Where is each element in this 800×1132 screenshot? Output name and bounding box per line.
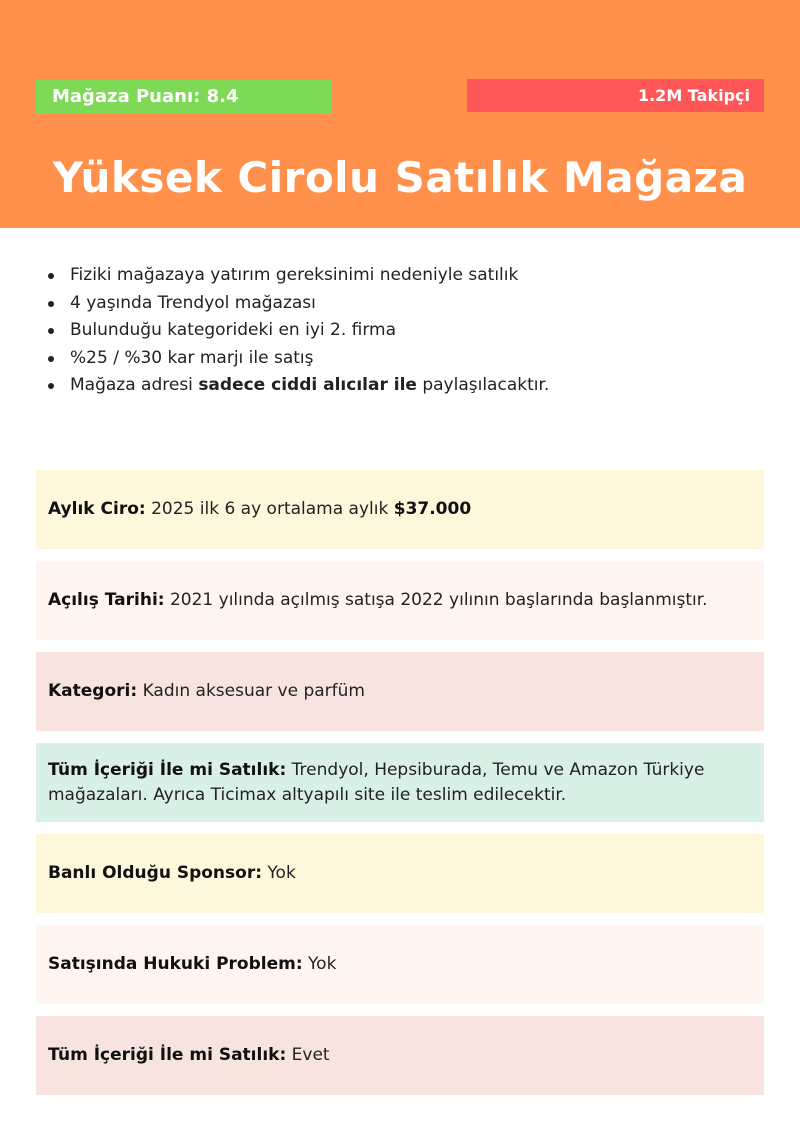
header-banner xyxy=(0,0,800,228)
info-card-category xyxy=(36,652,764,731)
card-value: 2021 yılında açılmış satışa 2022 yılının başlarında başlanmıştır. xyxy=(164,590,708,610)
list-item-text: Mağaza adresi xyxy=(70,375,199,395)
list-item-text-tail: paylaşılacaktır. xyxy=(416,375,550,395)
list-item xyxy=(40,372,760,400)
card-label: Açılış Tarihi: xyxy=(48,590,165,610)
info-card-monthly-revenue xyxy=(36,470,764,549)
card-value: Yok xyxy=(302,954,337,974)
bullet-icon xyxy=(48,273,54,279)
info-card-legal-problem xyxy=(36,925,764,1004)
card-label: Banlı Olduğu Sponsor: xyxy=(48,863,263,883)
info-card-banned-sponsor xyxy=(36,834,764,913)
card-value-bold: $37.000 xyxy=(393,499,472,519)
card-value: Trendyol, Hepsiburada, Temu ve Amazon Türkiye mağazaları. Ayrıca Ticimax altyapılı site ile teslim edilecektir. xyxy=(48,759,705,805)
card-label: Tüm İçeriği İle mi Satılık: xyxy=(48,1045,287,1065)
list-item-bold-text: sadece ciddi alıcılar ile xyxy=(198,375,417,395)
bullet-icon xyxy=(48,301,54,307)
card-label: Tüm İçeriği İle mi Satılık: xyxy=(48,759,287,780)
bullet-icon xyxy=(48,383,54,389)
card-value: Kadın aksesuar ve parfüm xyxy=(137,681,365,701)
bullet-icon xyxy=(48,356,54,362)
list-item xyxy=(40,262,760,290)
card-value: Evet xyxy=(286,1045,330,1065)
card-label: Satışında Hukuki Problem: xyxy=(48,954,303,974)
info-card-included-stores xyxy=(36,743,764,822)
list-item-text: Bulunduğu kategorideki en iyi 2. firma xyxy=(70,320,397,340)
card-label: Kategori: xyxy=(48,681,138,701)
feature-list xyxy=(40,262,760,400)
store-rating-badge: Mağaza Puanı: 8.4 xyxy=(36,80,332,114)
followers-badge: 1.2M Takipçi xyxy=(467,79,764,112)
list-item-text: Fiziki mağazaya yatırım gereksinimi nedeniyle satılık xyxy=(70,265,519,285)
info-card-all-contents xyxy=(36,1016,764,1095)
page-title: Yüksek Cirolu Satılık Mağaza xyxy=(52,153,748,202)
card-label: Aylık Ciro: xyxy=(48,499,146,519)
list-item xyxy=(40,317,760,345)
bullet-icon xyxy=(48,328,54,334)
list-item xyxy=(40,345,760,373)
card-value: 2025 ilk 6 ay ortalama aylık xyxy=(145,499,394,519)
list-item xyxy=(40,290,760,318)
info-card-opening-date xyxy=(36,561,764,640)
list-item-text: 4 yaşında Trendyol mağazası xyxy=(70,292,316,313)
info-cards xyxy=(36,470,764,1107)
card-value: Yok xyxy=(262,863,296,883)
list-item-text: %25 / %30 kar marjı ile satış xyxy=(70,347,314,368)
